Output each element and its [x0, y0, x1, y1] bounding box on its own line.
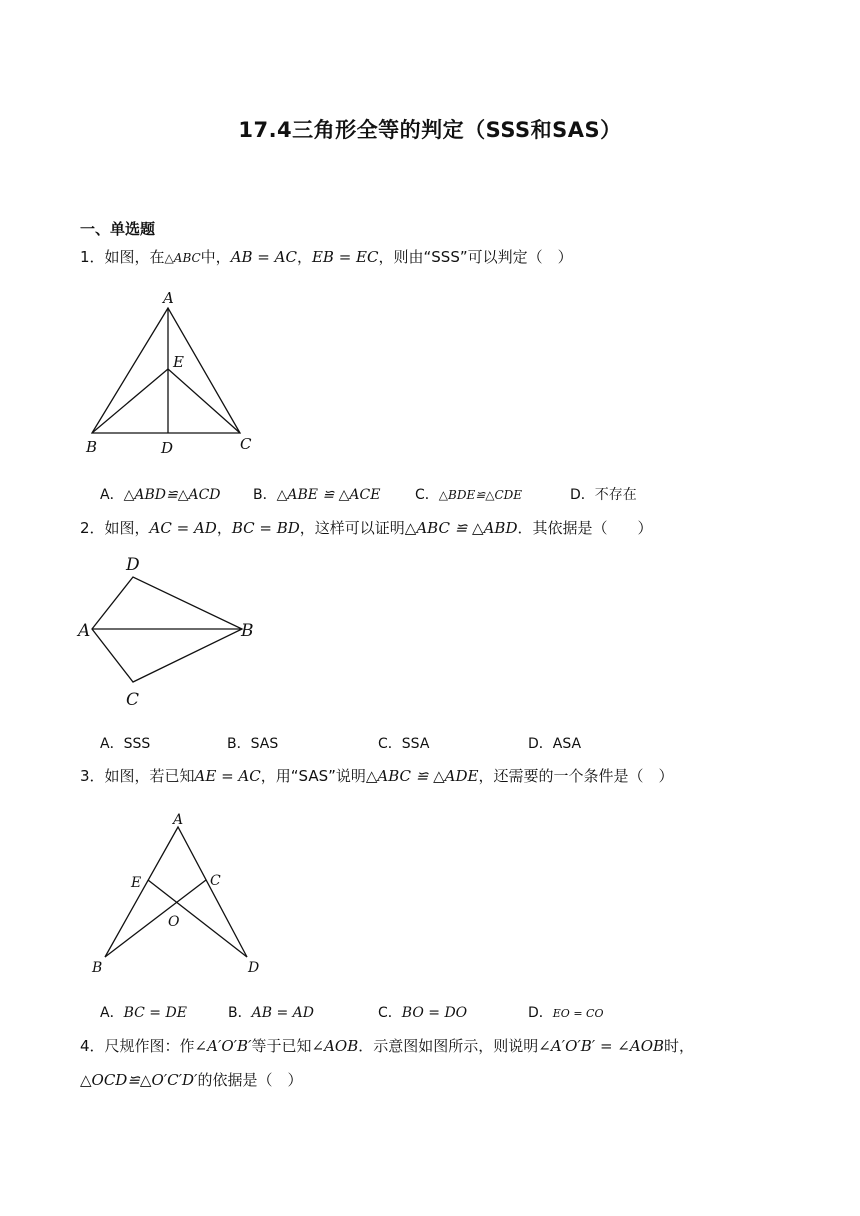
label-b: B	[86, 438, 98, 456]
question-1-figure	[80, 285, 300, 465]
label-e: E	[131, 875, 142, 891]
q2-option-b[interactable]: B．SAS	[227, 736, 279, 752]
label-a: A	[78, 621, 91, 641]
q2-option-d[interactable]: D．ASA	[528, 736, 582, 752]
label-d: D	[248, 960, 260, 976]
label-o: O	[168, 914, 180, 930]
q3-option-d[interactable]: D．EO = CO	[528, 1005, 604, 1021]
page-title: 17.4三角形全等的判定（SSS和SAS）	[238, 118, 622, 142]
label-c: C	[126, 690, 140, 710]
question-4-stem-line-1: 4．尺规作图：作∠A′O′B′等于已知∠AOB．示意图如图所示，则说明∠A′O′B′ = ∠AOB时，	[80, 1037, 695, 1055]
label-e: E	[173, 353, 184, 371]
label-b: B	[241, 621, 254, 641]
q1-option-a[interactable]: A．△ABD≌△ACD	[100, 487, 221, 503]
q2-option-c[interactable]: C．SSA	[378, 736, 430, 752]
q3-option-b[interactable]: B．AB = AD	[228, 1005, 314, 1021]
question-4-stem-line-2: △OCD≌△O′C′D′的依据是（ ）	[80, 1071, 303, 1089]
label-c: C	[210, 873, 221, 889]
label-b: B	[92, 960, 103, 976]
segments-be-ec	[92, 369, 240, 433]
segments-ab-ad	[105, 827, 247, 957]
q1-option-c[interactable]: C．△BDE≌△CDE	[415, 487, 523, 503]
question-3-stem: 3．如图，若已知AE = AC，用“SAS”说明△ABC ≌ △ADE，还需要的一个条件是（ ）	[80, 767, 674, 785]
segment-bc	[105, 880, 206, 957]
label-d: D	[161, 439, 174, 457]
q3-option-a[interactable]: A．BC = DE	[100, 1005, 187, 1021]
question-2-figure	[75, 550, 275, 710]
label-a: A	[173, 812, 184, 828]
question-3-figure	[85, 808, 285, 978]
segment-de	[148, 880, 247, 957]
question-1-stem: 1．如图，在△ABC中，AB = AC，EB = EC，则由“SSS”可以判定（ ）	[80, 248, 573, 266]
label-c: C	[240, 435, 252, 453]
q2-option-a[interactable]: A．SSS	[100, 736, 151, 752]
label-d: D	[126, 555, 140, 575]
q3-option-c[interactable]: C．BO = DO	[378, 1005, 468, 1021]
q1-option-b[interactable]: B．△ABE ≌ △ACE	[253, 487, 381, 503]
section-heading: 一、单选题	[80, 220, 156, 238]
q1-option-d[interactable]: D．不存在	[570, 487, 637, 503]
label-a: A	[163, 289, 174, 307]
question-2-stem: 2．如图，AC = AD，BC = BD，这样可以证明△ABC ≌ △ABD．其依据是（ ）	[80, 519, 653, 537]
